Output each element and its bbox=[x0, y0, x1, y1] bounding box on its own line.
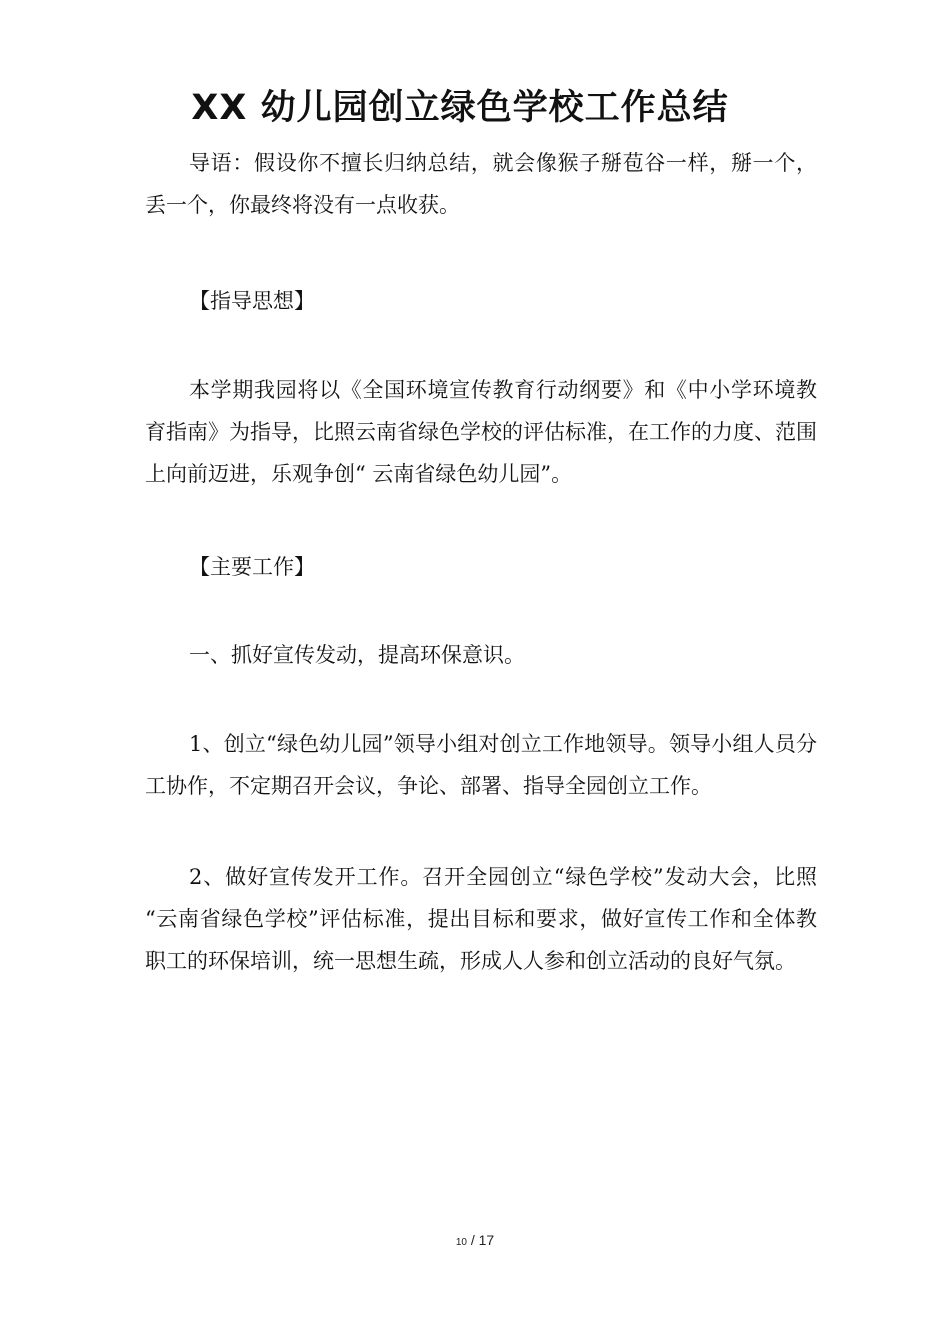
page-separator: / bbox=[466, 1232, 479, 1248]
current-page-number: 10 bbox=[455, 1237, 467, 1248]
section-heading-guiding-thought: 【指导思想】 bbox=[189, 289, 315, 313]
intro-paragraph: 导语：假设你不擅长归纳总结，就会像猴子掰苞谷一样，掰一个，丢一个，你最终将没有一点收获。 bbox=[145, 151, 817, 217]
section-heading-main-work: 【主要工作】 bbox=[189, 555, 315, 579]
main-work-item-1-heading: 一、抓好宣传发动，提高环保意识。 bbox=[189, 643, 525, 667]
page-number bbox=[0, 1230, 950, 1253]
document-title: XX 幼儿园创立绿色学校工作总结 bbox=[191, 88, 729, 128]
guiding-thought-paragraph: 本学期我园将以《全国环境宣传教育行动纲要》和《中小学环境教育指南》为指导，比照云南省绿色学校的评估标准，在工作的力度、范围上向前迈进，乐观争创“ 云南省绿色幼儿园”。 bbox=[145, 378, 817, 486]
main-work-paragraph-2: 2、做好宣传发开工作。召开全园创立“绿色学校”发动大会，比照 “云南省绿色学校”评估标准，提出目标和要求，做好宣传工作和全体教职工的环保培训，统一思想生疏，形成人人参和创立活动的良好气氛。 bbox=[145, 865, 817, 973]
main-work-paragraph-1: 1、创立“绿色幼儿园”领导小组对创立工作地领导。领导小组人员分工协作，不定期召开会议，争论、部署、指导全园创立工作。 bbox=[145, 732, 817, 798]
total-page-count: 17 bbox=[478, 1232, 495, 1248]
